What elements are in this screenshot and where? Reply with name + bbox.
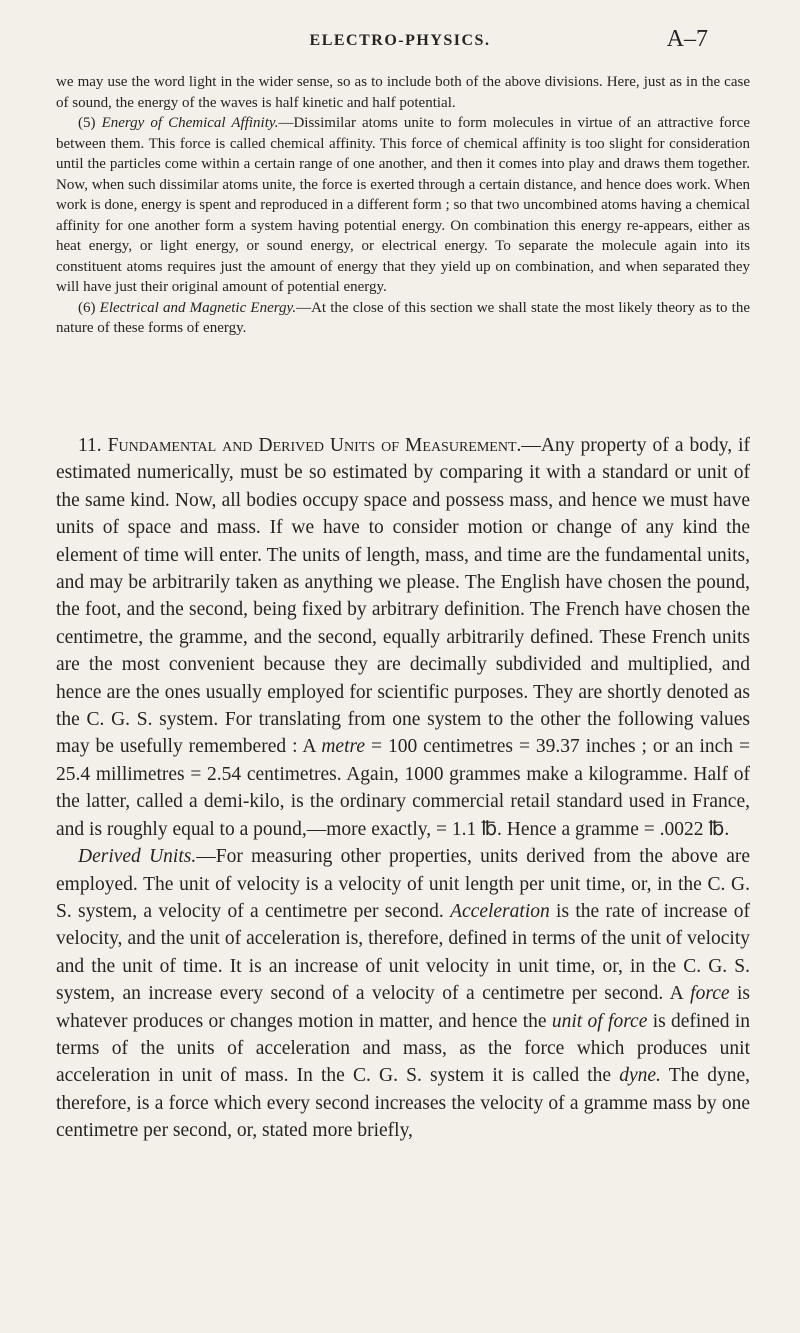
section-body: —Any property of a body, if estimated numerically, must be so estimated by comparing it with a standard or unit of the same kind. Now, all bodies occupy space and possess mass, and hence we must have units of space and mass. If we have to consider motion or change of any kind the element of time will enter. The units of length, mass, and time are the fundamental units, and may be arbitrarily taken as anything we please. The English have chosen the pound, the foot, and the second, being fixed by arbitrary definition. The French have chosen the centimetre, the gramme, and the second, equally arbitrarily defined. These French units are the most convenient because they are decimally subdivided and multiplied, and hence are the ones usually employed for scientific purposes. They are shortly denoted as the C. G. S. system. For translating from one system to the other the following values may be usefully remembered : A <box>56 435 751 758</box>
running-head: ELECTRO-PHYSICS. <box>309 32 491 49</box>
section-11-paragraph <box>56 432 750 843</box>
derived-text: is the rate of increase of velocity, and the unit of acceleration is, therefore, defined in terms of the unit of velocity and the unit of time. It is an increase of unit velocity in unit time, or, in the C. G. S. system, an increase every second of a velocity of a centimetre per second. A <box>56 900 750 1005</box>
paragraph-electrical-magnetic <box>56 298 750 339</box>
main-text-block <box>56 432 750 1145</box>
section-number: 11. <box>78 435 102 456</box>
item-body: —Dissimilar atoms unite to form molecules in virtue of an attractive force between them. This force is called chemical affinity. This force of chemical affinity is too slight for consideration until the particles come within a certain range of one another, and then it comes into play and draws them together. Now, when such dissimilar atoms unite, the force is exerted through a certain distance, and hence does work. When work is done, energy is spent and reproduced in a different form ; so that two uncombined atoms having a chemical affinity for one another form a system having potential energy. On combination this energy re-appears, either as heat energy, or light energy, or sound energy, or electrical energy. To separate the molecule again into its constituent atoms requires just the amount of energy that they yield up on combination, and when separated they will have just their original amount of potential energy. <box>56 115 750 295</box>
section-heading: Fundamental and Derived Units of Measurement. <box>107 435 522 456</box>
dyne-term: dyne. <box>619 1065 661 1087</box>
unit-of-force-term: unit of force <box>551 1010 648 1032</box>
force-term: force <box>690 983 730 1005</box>
derived-text: The dyne, therefore, is a force which every second increases the velocity of a gramme mass by one centimetre per second, or, stated more briefly, <box>56 1065 750 1142</box>
derived-units-paragraph <box>56 843 750 1144</box>
derived-text: is whatever produces or changes motion in matter, and hence the <box>56 983 750 1032</box>
small-print-block <box>56 72 750 339</box>
intro-paragraph: we may use the word light in the wider sense, so as to include both of the above divisions. Here, just as in the case of sound, the energy of the waves is half kinetic and half potential. <box>56 74 750 111</box>
item-body: —At the close of this section we shall state the most likely theory as to the nature of these forms of energy. <box>56 299 750 336</box>
item-heading: Electrical and Magnetic Energy. <box>99 299 297 316</box>
derived-text: —For measuring other properties, units derived from the above are employed. The unit of velocity is a velocity of unit length per unit time, or, in the C. G. S. system, a velocity of a centimetre per second. <box>56 846 751 922</box>
acceleration-term: Acceleration <box>450 900 550 922</box>
paragraph-chemical-affinity <box>56 113 750 298</box>
page-number: A–7 <box>666 26 708 52</box>
derived-heading: Derived Units. <box>78 846 197 868</box>
item-number: (5) <box>78 115 96 131</box>
item-heading: Energy of Chemical Affinity. <box>101 115 279 131</box>
metre-term: metre <box>321 736 366 758</box>
item-number: (6) <box>78 299 96 316</box>
section-body-continued: = 100 centimetres = 39.37 inches ; or an inch = 25.4 millimetres = 2.54 centimetres. Again, 1000 grammes make a kilogramme. Half of the latter, called a demi-kilo, is the ordinary commercial retail standard used in France, and is roughly equal to a pound,—more exactly, = 1.1 ℔. Hence a gramme = .0022 ℔. <box>56 736 751 840</box>
derived-text: is defined in terms of the units of acceleration and mass, as the force which produces unit acceleration in unit of mass. In the C. G. S. system it is called the <box>56 1010 750 1087</box>
